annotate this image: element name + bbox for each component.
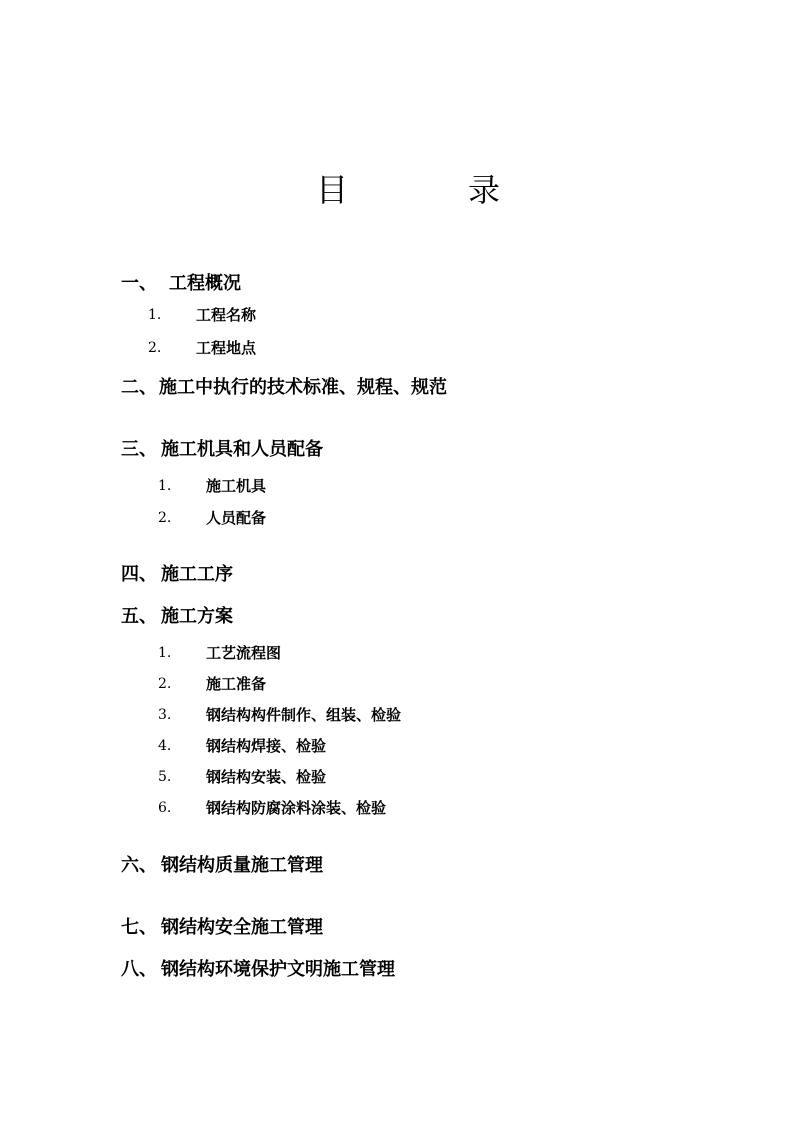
- toc-item-number: 1.: [158, 645, 172, 661]
- toc-item-number: 2.: [148, 340, 162, 356]
- page-title-char-2: 录: [468, 171, 501, 209]
- toc-item-number: 2.: [158, 676, 172, 692]
- toc-section-title: 钢结构安全施工管理: [161, 917, 323, 938]
- toc-item-number: 4.: [158, 738, 172, 754]
- toc-item-title: 钢结构焊接、检验: [206, 737, 327, 755]
- toc-section-3[interactable]: [121, 438, 323, 462]
- toc-item-title: 钢结构安装、检验: [206, 768, 327, 786]
- toc-section-number: 七、: [121, 917, 157, 938]
- toc-section-number: 五、: [121, 606, 157, 627]
- toc-item-title: 钢结构构件制作、组装、检验: [206, 706, 402, 724]
- toc-section-title: 施工中执行的技术标准、规程、规范: [159, 377, 447, 398]
- page-title-char-1: 目: [316, 171, 349, 209]
- toc-section-5[interactable]: [121, 605, 233, 629]
- toc-item-number: 6.: [158, 800, 172, 816]
- toc-section-number: 一、: [121, 273, 157, 294]
- toc-section-number: 六、: [121, 855, 157, 876]
- toc-section-title: 钢结构环境保护文明施工管理: [161, 959, 395, 980]
- toc-section-7[interactable]: [121, 916, 323, 940]
- toc-section-number: 三、: [121, 439, 157, 460]
- toc-item-title: 工程地点: [196, 339, 257, 357]
- toc-section-title: 施工方案: [161, 606, 233, 627]
- toc-section-title: 施工机具和人员配备: [161, 439, 323, 460]
- toc-item-number: 1.: [148, 307, 162, 323]
- toc-section-1[interactable]: [121, 272, 241, 296]
- toc-item-number: 2.: [158, 510, 172, 526]
- toc-item-title: 工程名称: [196, 306, 257, 324]
- toc-item-number: 1.: [158, 478, 172, 494]
- toc-section-title: 工程概况: [169, 273, 241, 294]
- toc-section-title: 施工工序: [161, 564, 233, 585]
- toc-item-title: 钢结构防腐涂料涂装、检验: [206, 799, 387, 817]
- toc-section-number: 四、: [121, 564, 157, 585]
- toc-item-title: 施工机具: [206, 477, 267, 495]
- toc-section-title: 钢结构质量施工管理: [161, 855, 323, 876]
- toc-section-4[interactable]: [121, 563, 233, 587]
- toc-item-title: 人员配备: [206, 509, 267, 527]
- toc-item-title: 工艺流程图: [206, 644, 282, 662]
- toc-section-number: 八、: [121, 959, 157, 980]
- toc-section-number: 二、: [121, 377, 157, 398]
- toc-section-2[interactable]: [121, 376, 447, 400]
- toc-item-number: 5.: [158, 769, 172, 785]
- toc-section-8[interactable]: [121, 958, 395, 982]
- toc-item-title: 施工准备: [206, 675, 267, 693]
- toc-section-6[interactable]: [121, 854, 323, 878]
- toc-item-number: 3.: [158, 707, 172, 723]
